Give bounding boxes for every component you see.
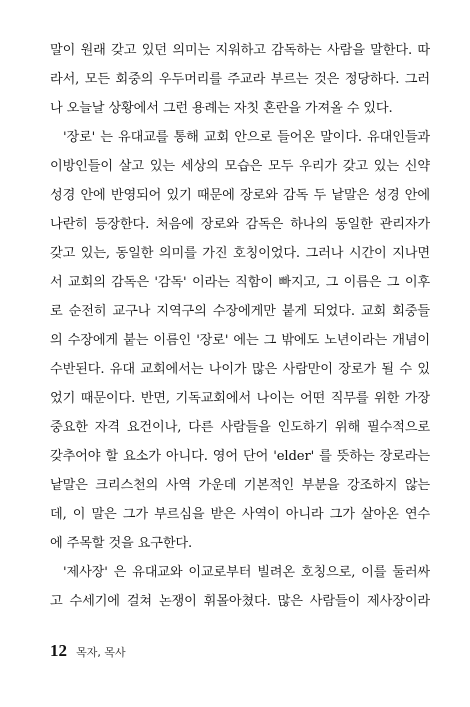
text-line: 로 순전히 교구나 지역구의 수장에게만 붙게 되었다. 교회 회중들 [50,304,430,319]
text-line: 데, 이 말은 그가 부르심을 받은 사역이 아니라 그가 살아온 연수 [50,507,430,522]
text-line: 라서, 모든 회중의 우두머리를 주교라 부르는 것은 정당하다. 그러 [50,72,430,87]
text-line: 성경 안에 반영되어 있기 때문에 장로와 감독 두 낱말은 성경 안에 [50,188,430,203]
text-line: 갖고 있는, 동일한 의미를 가진 호칭이었다. 그러나 시간이 지나면 [50,246,430,261]
text-line: 수반된다. 유대 교회에서는 나이가 많은 사람만이 장로가 될 수 있 [50,362,430,377]
paragraph-first-line: '장로' 는 유대교를 통해 교회 안으로 들어온 말이다. 유대인들과 [63,130,430,145]
text-line: 었기 때문이다. 반면, 기독교회에서 나이는 어떤 직무를 위한 가장 [50,391,430,406]
page-footer [50,639,126,663]
text-line: 의 수장에게 붙는 이름인 '장로' 에는 그 밖에도 노년이라는 개념이 [50,333,430,348]
running-title: 목자, 목사 [76,646,126,659]
text-line: 갖추어야 할 요소가 아니다. 영어 단어 'elder' 를 뜻하는 장로라는 [50,449,430,464]
page-number: 12 [50,641,67,660]
text-line: 서 교회의 감독은 '감독' 이라는 직함이 빠지고, 그 이름은 그 이후 [50,275,430,290]
text-line: 에 주목할 것을 요구한다. [50,536,193,551]
text-line: 낱말은 크리스천의 사역 가운데 기본적인 부분을 강조하지 않는 [50,478,430,493]
text-line: 이방인들이 살고 있는 세상의 모습은 모두 우리가 갖고 있는 신약 [50,159,430,174]
body-text [50,36,430,616]
text-line: 나 오늘날 상황에서 그런 용례는 자칫 혼란을 가져올 수 있다. [50,101,393,116]
paragraph-first-line: '제사장' 은 유대교와 이교로부터 빌려온 호칭으로, 이를 둘러싸 [63,565,430,580]
text-line: 나란히 등장한다. 처음에 장로와 감독은 하나의 동일한 관리자가 [50,217,430,232]
text-line: 중요한 자격 요건이나, 다른 사람들을 인도하기 위해 필수적으로 [50,420,430,435]
text-line: 고 수세기에 걸쳐 논쟁이 휘몰아쳤다. 많은 사람들이 제사장이라 [50,594,430,609]
text-line: 말이 원래 갖고 있던 의미는 지워하고 감독하는 사람을 말한다. 따 [50,43,430,58]
